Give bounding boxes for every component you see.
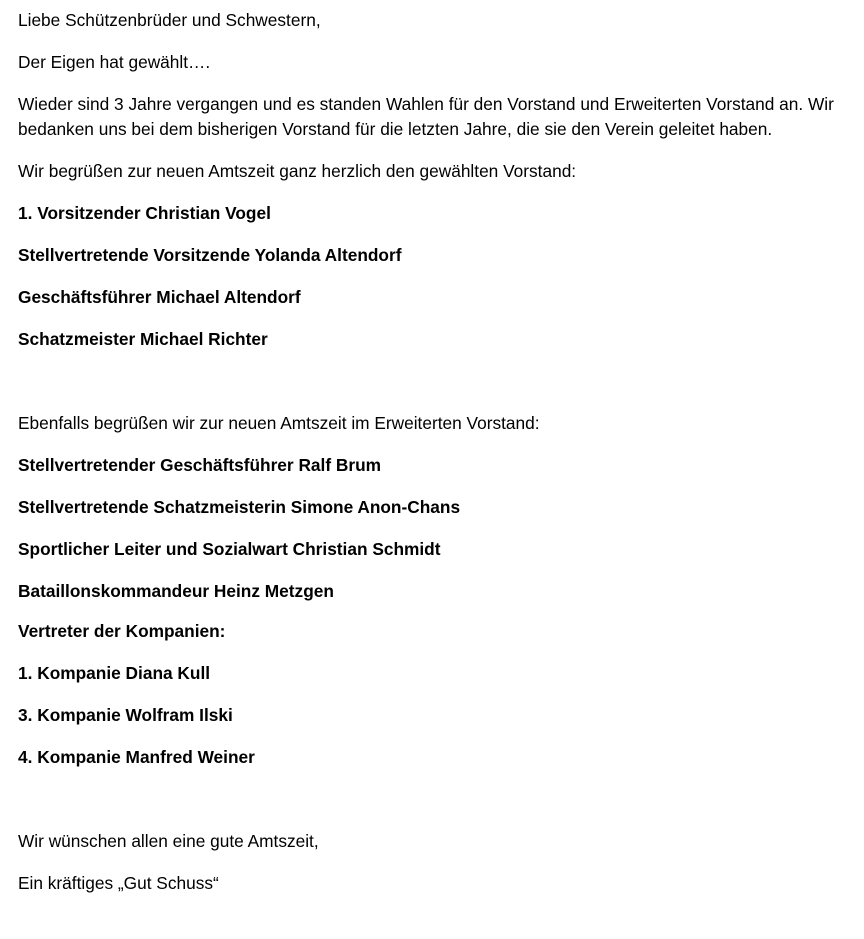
blank-line — [18, 369, 844, 411]
extended-board-member: Stellvertretende Schatzmeisterin Simone Anon-Chans — [18, 497, 461, 517]
companies-heading: Vertreter der Kompanien: — [18, 621, 226, 641]
extended-board-member: Bataillonskommandeur Heinz Metzgen — [18, 581, 334, 601]
board-member: Stellvertretende Vorsitzende Yolanda Altendorf — [18, 245, 402, 265]
board-member: Schatzmeister Michael Richter — [18, 329, 268, 349]
board-member: 1. Vorsitzender Christian Vogel — [18, 203, 271, 223]
intro-line: Der Eigen hat gewählt…. — [18, 52, 211, 72]
extended-board-intro: Ebenfalls begrüßen wir zur neuen Amtszeit im Erweiterten Vorstand: — [18, 413, 540, 433]
board-intro: Wir begrüßen zur neuen Amtszeit ganz herzlich den gewählten Vorstand: — [18, 161, 577, 181]
extended-board-member: Stellvertretender Geschäftsführer Ralf Brum — [18, 455, 382, 475]
company-representative: 3. Kompanie Wolfram Ilski — [18, 705, 233, 725]
blank-line — [18, 787, 844, 829]
intro-paragraph: Wieder sind 3 Jahre vergangen und es standen Wahlen für den Vorstand und Erweiterten Vorstand an. Wir bedanken uns bei dem bisherigen Vorstand für die letzten Jahre, die sie den Verein geleitet haben. — [18, 94, 834, 139]
company-representative: 1. Kompanie Diana Kull — [18, 663, 211, 683]
closing-salute: Ein kräftiges „Gut Schuss“ — [18, 873, 219, 893]
document-body — [18, 8, 844, 913]
extended-board-member: Sportlicher Leiter und Sozialwart Christian Schmidt — [18, 539, 441, 559]
greeting: Liebe Schützenbrüder und Schwestern, — [18, 10, 321, 30]
board-member: Geschäftsführer Michael Altendorf — [18, 287, 301, 307]
closing-wish: Wir wünschen allen eine gute Amtszeit, — [18, 831, 319, 851]
company-representative: 4. Kompanie Manfred Weiner — [18, 747, 255, 767]
